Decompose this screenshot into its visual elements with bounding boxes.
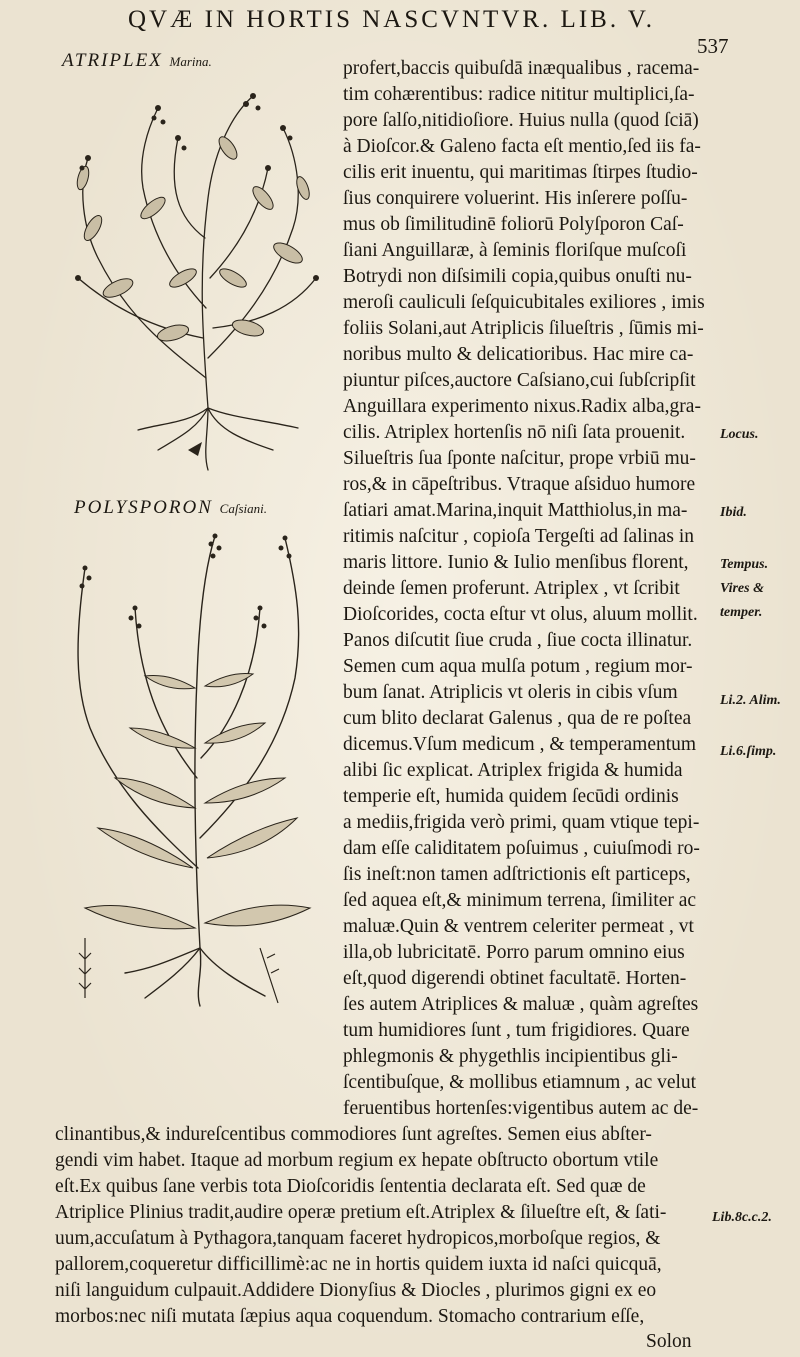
- marginal-note: Li.6.ſimp.: [720, 744, 777, 759]
- catchword: Solon: [646, 1331, 692, 1352]
- figure-title-text: ATRIPLEX: [62, 50, 163, 71]
- text-line: ros,& in cāpeſtribus. Vtraque aſsiduo humore: [343, 474, 696, 495]
- text-line: ſcentibuſque, & mollibus etiamnum , ac velut: [343, 1072, 697, 1093]
- text-line: eſt.Ex quibus ſane verbis tota Dioſcoridis ſententia declarata eſt. Sed quæ de: [55, 1176, 646, 1197]
- figure-subtitle: Marina.: [169, 54, 212, 69]
- text-line: clinantibus,& indureſcentibus commodiores ſunt agreſtes. Semen eius abſter-: [55, 1124, 652, 1145]
- text-line: uum,accuſatum à Pythagora,tanquam faceret hydropicos,morboſque regios, &: [55, 1228, 661, 1249]
- text-line: ſes autem Atriplices & maluæ , quàm agreſtes: [343, 994, 699, 1015]
- text-line: phlegmonis & phygethlis incipientibus gli-: [343, 1046, 678, 1067]
- text-line: pore ſalſo,nitidioſiore. Huius nulla (quod ſciā): [343, 110, 699, 131]
- text-line: deinde ſemen proferunt. Atriplex , vt ſcribit: [343, 578, 680, 599]
- text-line: meroſi cauliculi ſeſquicubitales exiliores , imis: [343, 292, 705, 313]
- marginal-note: Ibid.: [720, 505, 747, 520]
- text-line: cilis. Atriplex hortenſis nō niſi ſata prouenit.: [343, 422, 686, 443]
- text-line: Anguillara experimento nixus.Radix alba,gra-: [343, 396, 701, 417]
- marginal-note: Li.2. Alim.: [720, 693, 781, 708]
- figure-title-atriplex: [62, 50, 212, 72]
- text-line: temperie eſt, humida quidem ſecūdi ordinis: [343, 786, 679, 807]
- figure-title-polysporon: [74, 497, 267, 519]
- atriplex-marina-woodcut: [58, 78, 323, 478]
- text-line: bum ſanat. Atriplicis vt oleris in cibis vſum: [343, 682, 678, 703]
- text-line: Dioſcorides, cocta eſtur vt olus, aluum mollit.: [343, 604, 698, 625]
- text-line: eſt,quod digerendi obtinet facultatē. Horten-: [343, 968, 687, 989]
- text-line: pallorem,coqueretur difficillimè:ac ne in hortis quidem iuxta id naſci quicquā,: [55, 1254, 662, 1275]
- text-line: ſiani Anguillaræ, à ſeminis floriſque muſcoſi: [343, 240, 687, 261]
- marginal-note: Lib.8c.c.2.: [712, 1210, 772, 1225]
- text-line: illa,ob lubricitatē. Porro parum omnino eius: [343, 942, 685, 963]
- text-line: Atriplice Plinius tradit,audire operæ pretium eſt.Atriplex & ſilueſtre eſt, & ſati-: [55, 1202, 667, 1223]
- text-line: cum blito declarat Galenus , qua de re poſtea: [343, 708, 692, 729]
- text-line: foliis Solani,aut Atriplicis ſilueſtris , ſūmis mi-: [343, 318, 704, 339]
- polysporon-woodcut: [55, 528, 320, 1008]
- text-line: ſis ineſt:non tamen adſtrictionis eſt particeps,: [343, 864, 691, 885]
- text-line: maris littore. Iunio & Iulio menſibus florent,: [343, 552, 689, 573]
- text-line: a mediis,frigida verò primi, quam vtique tepi-: [343, 812, 700, 833]
- text-line: ritimis naſcitur , copioſa Tergeſti ad ſalinas in: [343, 526, 694, 547]
- text-line: à Dioſcor.& Galeno facta eſt mentio,ſed iis fa-: [343, 136, 701, 157]
- text-line: dicemus.Vſum medicum , & temperamentum: [343, 734, 697, 755]
- marginal-note: temper.: [720, 605, 763, 620]
- text-line: morbos:nec niſi mutata ſæpius aqua coquendum. Stomacho contrarium eſſe,: [55, 1306, 645, 1327]
- text-line: mus ob ſimilitudinē foliorū Polyſporon Caſ-: [343, 214, 684, 235]
- text-line: cilis erit inuentu, qui maritimas ſtirpes ſtudio-: [343, 162, 698, 183]
- figure-subtitle: Caſsiani.: [219, 501, 267, 516]
- text-line: Panos diſcutit ſiue cruda , ſiue cocta illinatur.: [343, 630, 693, 651]
- marginal-note: Vires &: [720, 581, 764, 596]
- text-line: ſed aquea eſt,& minimum terrena, ſimiliter ac: [343, 890, 697, 911]
- text-line: noribus multo & delicatioribus. Hac mire ca-: [343, 344, 694, 365]
- page-number: 537: [697, 34, 729, 58]
- text-line: piuntur piſces,auctore Caſsiano,cui ſubſcripſit: [343, 370, 696, 391]
- marginal-note: Locus.: [720, 427, 759, 442]
- marginal-note: Tempus.: [720, 557, 769, 572]
- figure-title-text: POLYSPORON: [74, 497, 213, 518]
- text-line: dam eſſe caliditatem poſuimus , cuiuſmodi ro-: [343, 838, 700, 859]
- text-line: tum humidiores ſunt , tum frigidiores. Quare: [343, 1020, 690, 1041]
- text-line: feruentibus hortenſes:vigentibus autem ac de-: [343, 1098, 699, 1119]
- text-line: profert,baccis quibuſdā inæqualibus , racema-: [343, 58, 700, 79]
- text-line: Semen cum aqua mulſa potum , regium mor-: [343, 656, 693, 677]
- text-line: Botrydi non diſsimili copia,quibus onuſti nu-: [343, 266, 692, 287]
- text-line: gendi vim habet. Itaque ad morbum regium ex hepate obſtructo obortum vtile: [55, 1150, 659, 1171]
- text-line: ſatiari amat.Marina,inquit Matthiolus,in ma-: [343, 500, 688, 521]
- text-line: ſius conquirere voluerint. His inſerere poſſu-: [343, 188, 688, 209]
- text-line: maluæ.Quin & ventrem celeriter permeat , vt: [343, 916, 694, 937]
- running-head: QVÆ IN HORTIS NASCVNTVR. LIB. V.: [128, 6, 655, 33]
- text-line: Silueſtris ſua ſponte naſcitur, prope vrbiū mu-: [343, 448, 696, 469]
- text-line: tim cohærentibus: radice nititur multiplici,ſa-: [343, 84, 695, 105]
- text-line: alibi ſic explicat. Atriplex frigida & humida: [343, 760, 683, 781]
- text-line: niſi languidum culpauit.Addidere Dionyſius & Diocles , plurimos gigni ex eo: [55, 1280, 657, 1301]
